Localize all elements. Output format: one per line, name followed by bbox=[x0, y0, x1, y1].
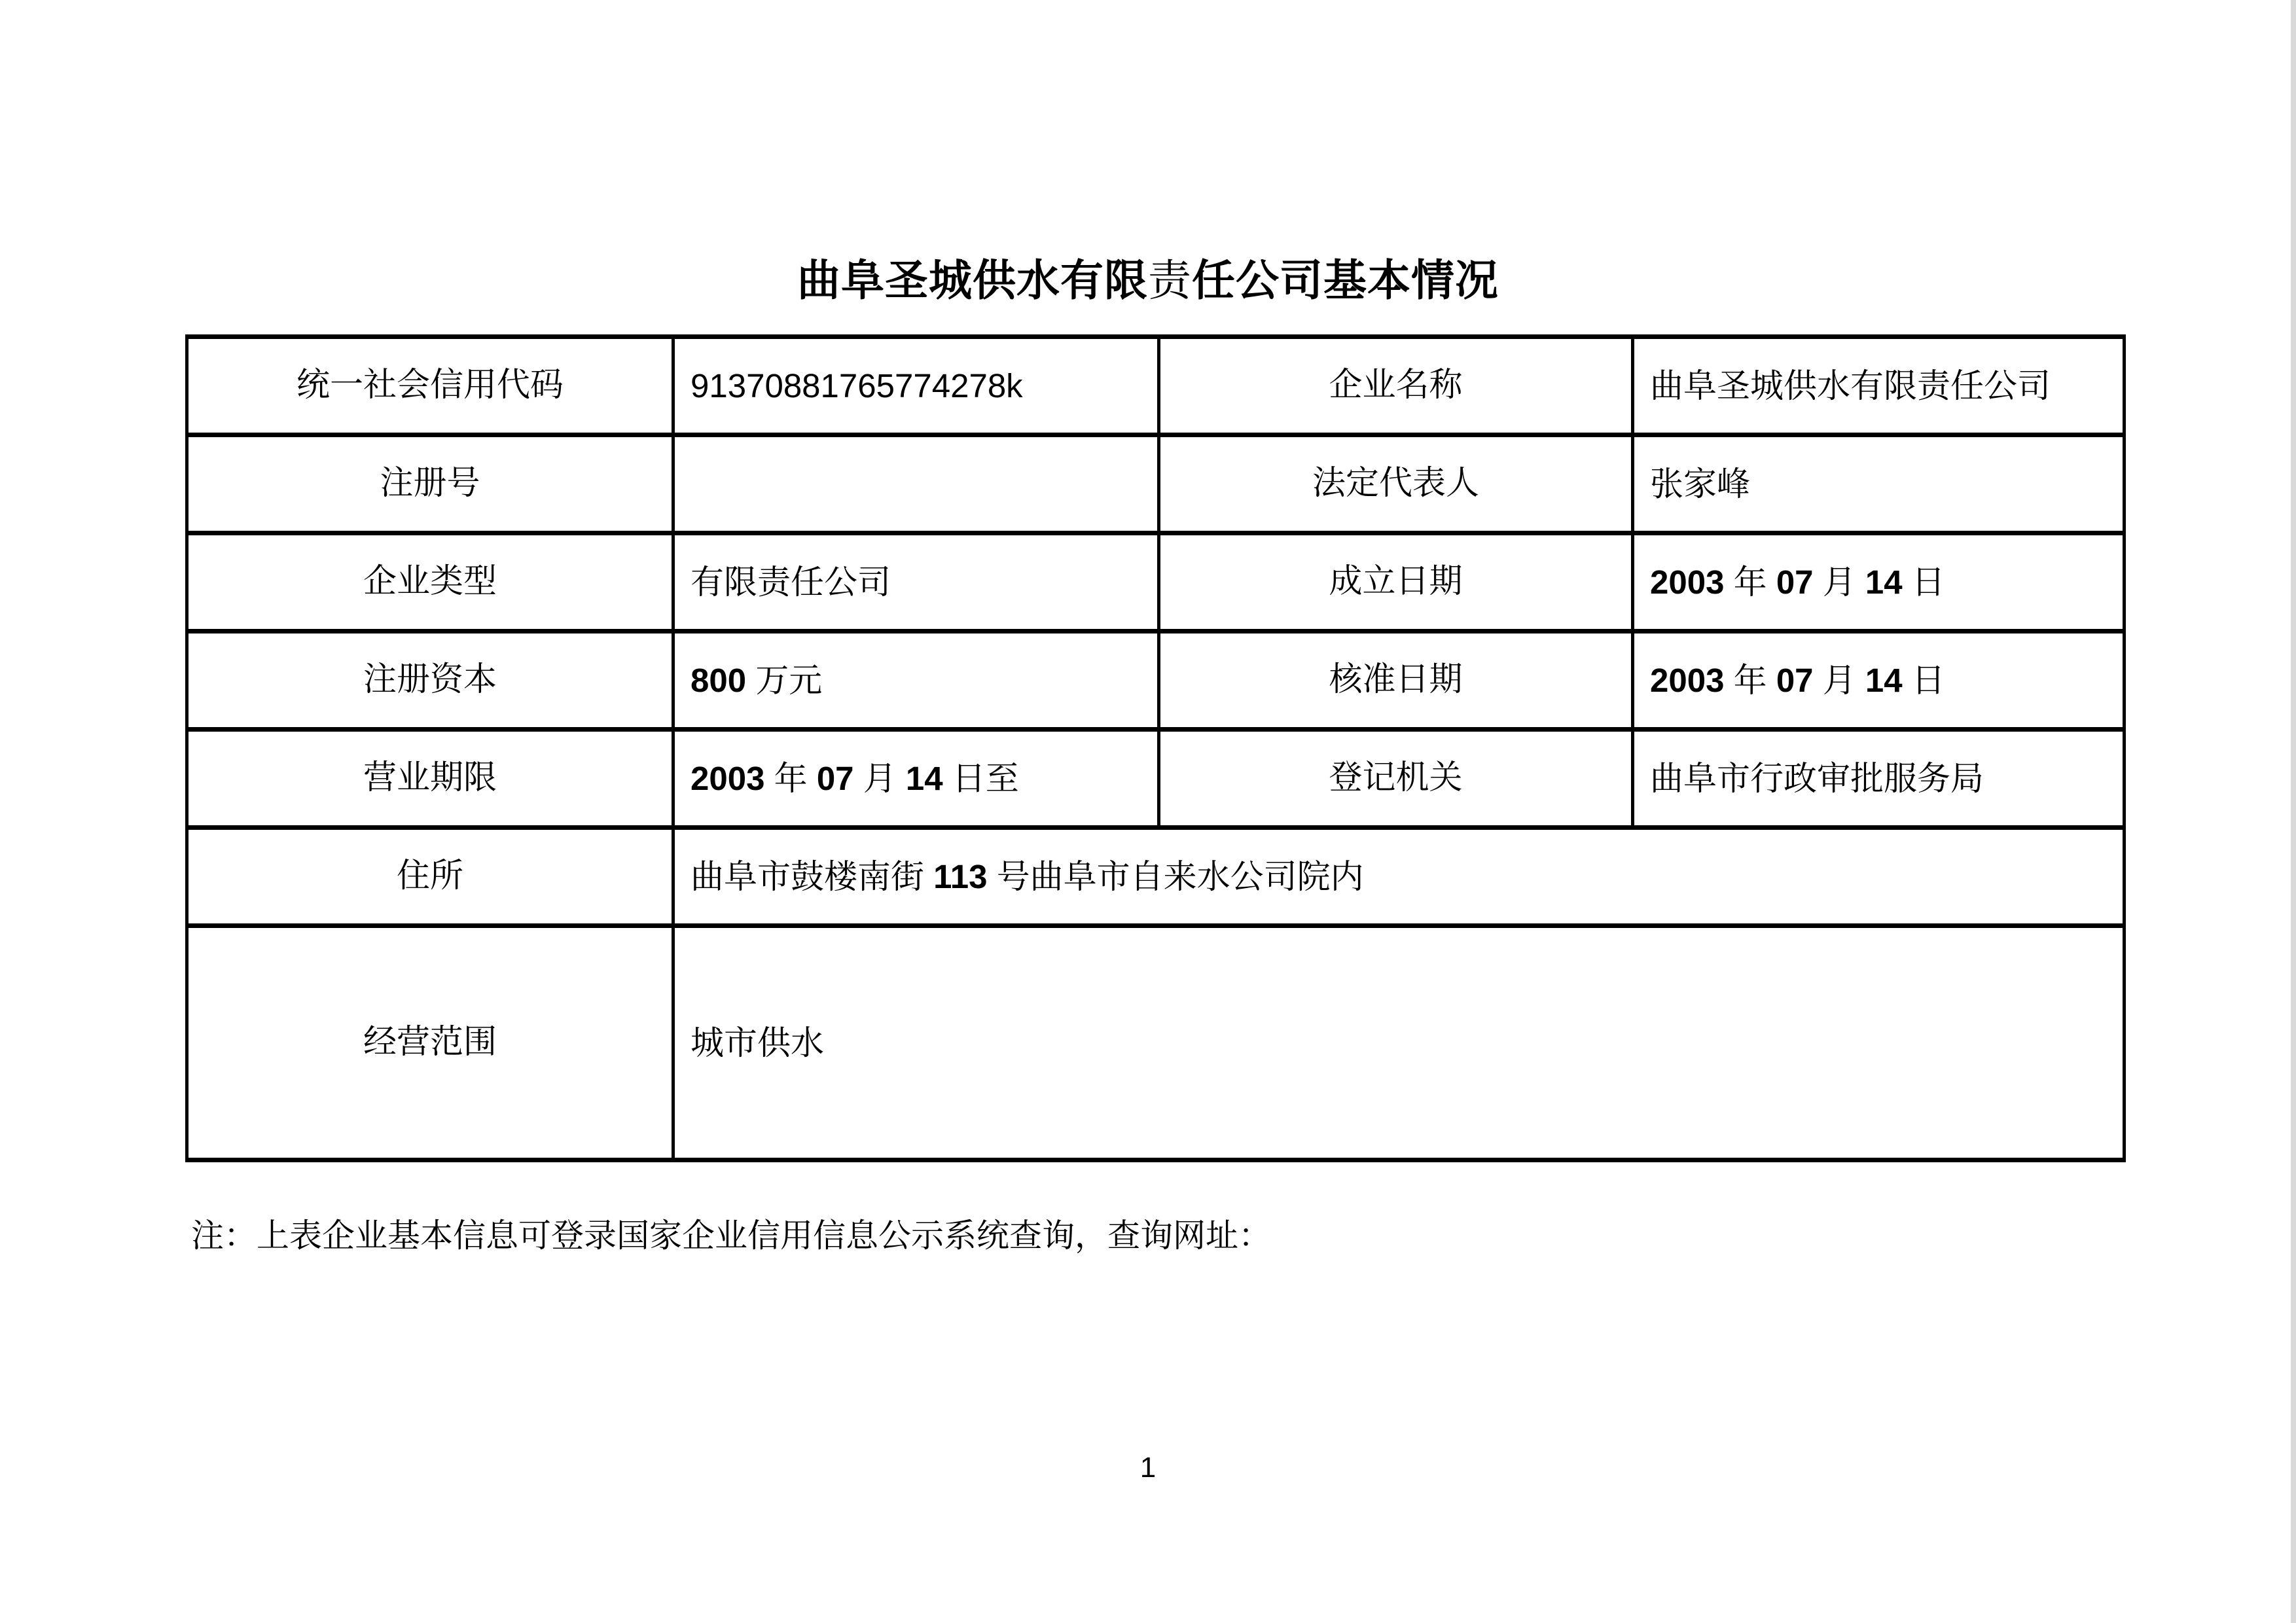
table-row-credit-code-and-name bbox=[187, 337, 2125, 435]
label-registration-number: 注册号 bbox=[187, 435, 673, 533]
value-establishment-date: 2003 年 07 月 14 日 bbox=[1633, 533, 2125, 632]
label-registered-capital: 注册资本 bbox=[187, 632, 673, 730]
label-approval-date: 核准日期 bbox=[1159, 632, 1633, 730]
value-enterprise-name: 曲阜圣城供水有限责任公司 bbox=[1633, 337, 2125, 435]
value-approval-date: 2003 年 07 月 14 日 bbox=[1633, 632, 2125, 730]
table-row-regno-and-legal-rep bbox=[187, 435, 2125, 533]
table-row-term-and-authority bbox=[187, 730, 2125, 828]
page-edge-shadow bbox=[2291, 0, 2296, 1623]
label-establishment-date: 成立日期 bbox=[1159, 533, 1633, 632]
label-business-scope: 经营范围 bbox=[187, 926, 673, 1160]
value-registration-number bbox=[673, 435, 1159, 533]
value-enterprise-type: 有限责任公司 bbox=[673, 533, 1159, 632]
title-segment-bold-right: 任公司基本情况 bbox=[1192, 256, 1499, 304]
page-number: 1 bbox=[1139, 1452, 1157, 1484]
table-row-address bbox=[187, 828, 2125, 926]
label-registration-authority: 登记机关 bbox=[1159, 730, 1633, 828]
title-segment-bold-left: 曲阜圣城供水有限 bbox=[797, 256, 1148, 304]
label-address: 住所 bbox=[187, 828, 673, 926]
label-unified-social-credit-code: 统一社会信用代码 bbox=[187, 337, 673, 435]
value-registration-authority: 曲阜市行政审批服务局 bbox=[1633, 730, 2125, 828]
document-title bbox=[0, 257, 2296, 306]
table-row-business-scope bbox=[187, 926, 2125, 1160]
table-row-type-and-establishment bbox=[187, 533, 2125, 632]
value-business-scope: 城市供水 bbox=[673, 926, 2125, 1160]
label-enterprise-type: 企业类型 bbox=[187, 533, 673, 632]
value-legal-representative: 张家峰 bbox=[1633, 435, 2125, 533]
label-enterprise-name: 企业名称 bbox=[1159, 337, 1633, 435]
label-legal-representative: 法定代表人 bbox=[1159, 435, 1633, 533]
company-info-table bbox=[185, 334, 2126, 1162]
value-unified-social-credit-code: 91370881765774278k bbox=[673, 337, 1159, 435]
value-address: 曲阜市鼓楼南街 113 号曲阜市自来水公司院内 bbox=[673, 828, 2125, 926]
value-registered-capital: 800 万元 bbox=[673, 632, 1159, 730]
label-business-term: 营业期限 bbox=[187, 730, 673, 828]
value-business-term: 2003 年 07 月 14 日至 bbox=[673, 730, 1159, 828]
title-segment-serif: 责 bbox=[1148, 257, 1192, 305]
footnote: 注：上表企业基本信息可登录国家企业信用信息公示系统查询，查询网址： bbox=[191, 1217, 1271, 1254]
table-row-capital-and-approval bbox=[187, 632, 2125, 730]
